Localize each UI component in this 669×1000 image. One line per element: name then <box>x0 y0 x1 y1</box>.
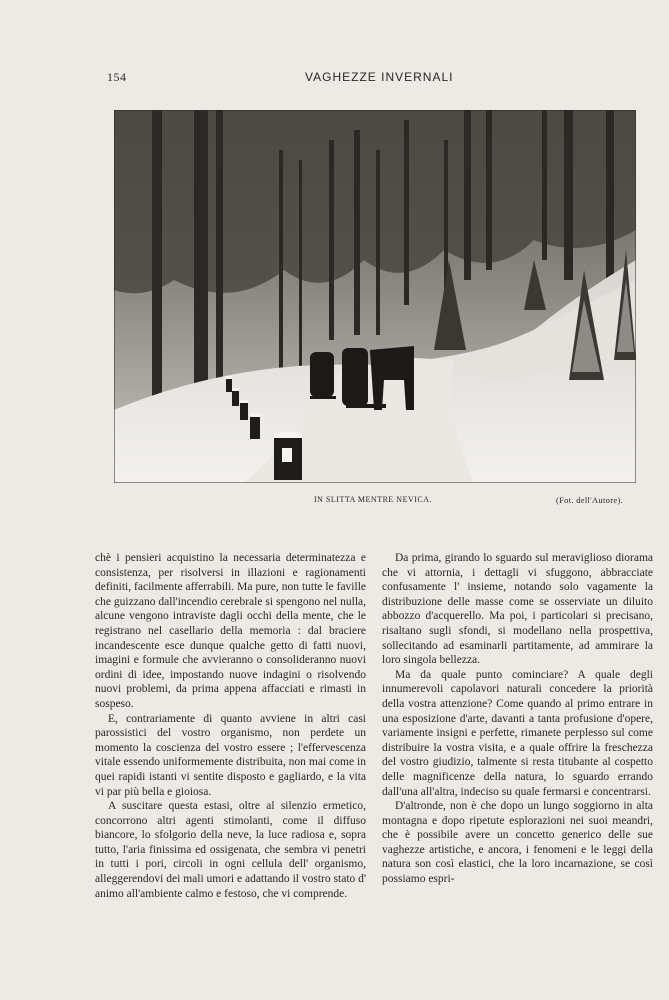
photo-illustration <box>114 110 636 483</box>
running-title: VAGHEZZE INVERNALI <box>305 70 454 84</box>
photograph-sleigh-in-snowy-forest <box>114 110 636 483</box>
page-number: 154 <box>107 70 127 84</box>
right-text-column <box>382 551 653 887</box>
paragraph: chè i pensieri acquistino la necessaria determinatezza e consistenza, per risolversi in illazioni e ragionamenti definiti, facilmente afferrabili. Ma pure, non tutte le faville che guizzano dall'incendio cerebrale si spengono nel nulla, alcune vengono intraviste dagli occhi della mente, che le registrano nel casellario della memoria : dal braciere incandescente esce dunque qualche getto di fatti nuovi, imagini e formule che avvieranno o consolideranno nuovi ordini di idee, impostando nuove indagini o risolvendo nuovi problemi, da prima appena affacciati e rimasti in sospeso. <box>95 552 366 710</box>
photo-credit: (Fot. dell'Autore). <box>556 495 623 505</box>
paragraph: Ma da quale punto cominciare? A quale degli innumerevoli capolavori naturali concedere la priorità della vostra attenzione? Come quando al primo entrare in una esposizione d'arte, davanti a tanta profusione d'opere, variamente insigni e perfette, rimanete perplesso sul come distribuire la vostra visita, e a quale offrire la freschezza del vostro giudizio, talmente si resta titubante al cospetto delle magnificenze della natura, lo sguardo errando dall'una all'altra, indeciso su quale fermarsi e concentrarsi. <box>382 668 653 798</box>
figure-caption: IN SLITTA MENTRE NEVICA. <box>314 495 433 504</box>
page-header <box>0 70 669 86</box>
left-text-column <box>95 551 366 901</box>
paragraph: Da prima, girando lo sguardo sul meraviglioso diorama che vi attornia, i dettagli vi sfuggono, abbracciate confusamente l' insieme, notando solo vagamente la distribuzione delle masse come se osserviate un diluito abbozzo d'acquerello. Ma poi, i particolari si precisano, risaltano sugli sfondi, si modellano nella prospettiva, sollecitando ad esaminarli partitamente, ad ammirare la loro singola bellezza. <box>382 552 653 667</box>
paragraph: E, contrariamente di quanto avviene in altri casi parossistici del vostro organismo, non perdete un momento la coscienza del vostro essere ; l'effervescenza vitale essendo uniformemente distribuita, non mai come in quei rapidi istanti vi sentite disposto e gagliardo, e la vita vi par più bella e gioiosa. <box>95 712 366 798</box>
paragraph: D'altronde, non è che dopo un lungo soggiorno in alta montagna e dopo ripetute esplorazioni nei suoi meandri, che è possibile avere un concetto generico delle sue vaghezze artistiche, e ancora, i fenomeni e le leggi della natura son così elastici, che la loro incarnazione, se così possiamo espri- <box>382 800 653 886</box>
paragraph: A suscitare questa estasi, oltre al silenzio ermetico, concorrono altri agenti stimolanti, come il diffuso biancore, lo sfolgorio della neve, la luce radiosa e, sopra tutto, l'aria finissima ed ossigenata, che sembra vi penetri in tutti i pori, circoli in ogni cellula dell' organismo, alleggerendovi dei mali umori e adattando il vostro stato d' animo all'ambiente calmo e festoso, che vi comprende. <box>95 800 366 900</box>
